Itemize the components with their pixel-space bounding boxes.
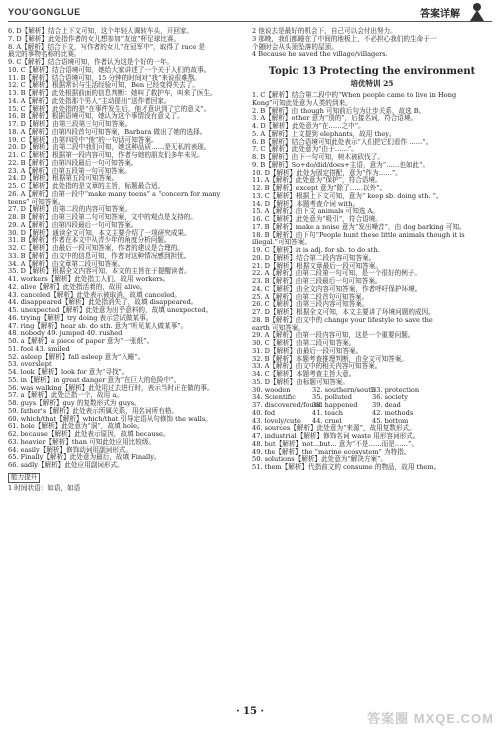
answer-line: 55. in【解析】in great danger 意为“在巨大的危险中”。 [8,375,181,384]
answer-line: 16. B【解析】根据语境可知，她认为这个事情没有意义了。 [8,112,184,121]
answer-line: 57. a【解析】此处泛指一个，故用 a。 [8,391,123,400]
word-answer [432,394,492,402]
answer-line: 44. disappeared【解析】此处指消失了，故填 disappeared。 [8,298,198,307]
answer-line: 25. A【解析】由第二段首句可知答案。 [252,292,369,301]
answer-line: 27. D【解析】根据全文可知，本文主要讲了环境问题的成因。 [252,308,435,316]
answer-line: 64. easily【解析】修饰动词用副词形式。 [8,445,133,454]
answer-line: 32. B【解析】本题考查推理判断，由全文可知答案。 [252,354,408,363]
answer-line: 26. C【解析】由第三段内容可知答案。 [252,300,369,309]
answer-line: 48. nobody 49. jumped 40. rushed [8,329,123,338]
word-answer: 43. lovely/cute [252,416,301,425]
answer-line: 4. D【解析】此处意为“在……之中”。 [252,122,365,130]
answer-line: 46. sources【解析】此处意为“来源”，故用复数形式。 [252,424,416,433]
answer-line: 12. B【解析】except 意为“除了……以外”。 [252,184,387,192]
answer-line: 18. B【解析】由下句“People hunt these little animals though it is [252,230,465,239]
answer-line: 最完的事物名称的比赛。 [8,50,81,59]
answer-line: 47. industrial【解析】修饰名词 waste 用形容词形式。 [252,432,420,440]
word-answer: 44. cruel [312,416,342,425]
header-title: 答案详解 [420,9,460,20]
answer-line: 47. ring【解析】hear sb. do sth. 意为“听见某人做某事”。 [8,321,188,330]
right-column [252,28,492,472]
answer-line: 22. A【解析】由第二段第一句可知，是一个很好的例子。 [252,269,421,278]
word-answer [432,410,492,418]
watermark-logo: 答案圈 MXQE.COM [367,711,494,726]
mascot-icon [466,0,488,22]
answer-line: 58. guys【解析】guy 的复数形式为 guys。 [8,399,141,407]
answer-line: 52. asleep【解析】fall asleep 意为“入睡”。 [8,352,145,361]
answer-line: 8. B【解析】由下一句可知，树木被砍伐了。 [252,153,384,161]
answer-line: 25. C【解析】此处指的是文章的主旨，标题最合适。 [8,182,165,190]
answer-line: 35. D【解析】由标题可知答案。 [252,377,349,386]
answer-line: 33. B【解析】由文中的信息可知，作者对这种情况感到担忧。 [8,251,191,260]
answer-line: 35. D【解析】根据全文内容可知，本文的主旨在于提醒读者。 [8,267,191,276]
word-answer [432,418,492,426]
answer-line: 8. A【解析】结合下文，写作者的女儿“在冠军中”，取得了 race 是 [8,42,206,51]
answer-line: 17. B【解析】make a noise 意为“发出噪音”，由 dog barking 可知。 [252,222,466,231]
answer-line: 30. D【解析】通读全文可知，本文主要介绍了一项研究成果。 [8,228,191,237]
answer-line: 34. C【解析】本题考查主旨大意。 [252,370,356,378]
answer-line: 49. the【解析】the “marine ecosystem” 为特指。 [252,447,411,456]
word-answer: 37. discovered/found [252,401,323,409]
header-divider [8,21,492,22]
answer-line: 30. C【解析】由第二段可知答案。 [252,339,356,347]
page-number: · 15 · [236,706,264,717]
answer-line: 10. D【解析】此处为固定搭配，意为“作为……”。 [252,168,402,177]
answer-line: 7. C【解析】此处意为“由于……”。 [252,145,358,154]
word-answer [432,402,492,410]
answer-line: 29. A【解析】由第一段内容可知，这是一个重要问题。 [252,331,415,340]
answer-line: 20. D【解析】由第二段中我们可知，她这种品质……是无私的表现。 [8,143,211,152]
answer-line: 62. because【解析】此处表示原因，故填 because。 [8,430,170,438]
answer-line: 63. heavier【解析】than 可知此处应用比较级。 [8,437,156,446]
word-answer: 42. methods [372,408,414,417]
answer-line: 56. was walking【解析】此处用过去进行时，表示当时正在做的事。 [8,383,214,392]
answer-line: 5. A【解析】上文提到 elephants，故用 they。 [252,129,396,138]
answer-line: 21. C【解析】根据第一段内容可知，作者与她的朋友们多年未见。 [8,151,204,159]
answer-line: 10. C【解析】结合语境可知，她给大家讲述了一个关于人们的故事。 [8,65,211,74]
answer-line: 2. B【解析】由 though 可知前后句为让步关系，故选 B。 [252,106,426,115]
answer-line: 24. D【解析】根据第五段可知答案。 [8,174,119,183]
answer-line: 21. D【解析】根据文章最后一段可知答案。 [252,261,382,270]
answer-line: 54. look【解析】look for 意为“寻找”。 [8,368,129,376]
answer-line: earth 可知答案。 [252,323,305,332]
answer-line: 23. A【解析】由第五段第一句可知答案。 [8,166,131,175]
answer-line: 6. B【解析】结合语境可知此处表示“人们把它们看作 ……”。 [252,137,433,146]
answer-line: 个随时会从头顶坠落的屋顶。 [252,42,338,51]
answer-line: teens” 可知答案。 [8,197,65,206]
answer-line: 17. D【解析】由第三段第三句可知答案。 [8,120,132,128]
topic-title: Topic 13 Protecting the environment [268,66,476,77]
answer-line: 12. C【解析】根据常识与生活经验可知，Ben 已经变得失去了。 [8,81,199,90]
answer-line: illegal.”可知答案。 [252,238,311,247]
answer-line: 42. alive【解析】此处指活着的，故用 alive。 [8,282,147,291]
left-column [8,28,240,492]
word-answer: 39. dead [372,401,401,409]
word-answer: 38. happened [312,401,358,409]
answer-line: 28. B【解析】由第三段第二句可知答案，文中的观点是支持的。 [8,213,197,221]
word-answer: 40. fed [252,408,276,417]
answer-line: 7. D【解析】此处指作者的女儿想参加“友谊”杯足球比赛。 [8,34,181,43]
answer-line: 14. D【解析】本题考查介词 with。 [252,199,360,208]
answer-line: 59. father's【解析】此处表示所属关系，用名词所有格。 [8,406,178,415]
answer-line: 9. B【解析】So+do/did/does+主语，意为“……也如此”。 [252,160,430,169]
word-answer: 41. teach [312,408,344,417]
word-answer: 34. Scientific [252,393,296,402]
answer-line: 53. overslept [8,360,52,369]
answer-line: 15. C【解析】此处指的是“在事件发生后，他才意识到了它的意义”。 [8,104,211,113]
answer-line: 2 他说去是最好的机会下，自己可以会付出努力。 [252,27,397,35]
answer-line: 60. which/that【解析】which/that 引导定语从句修饰 the walls。 [8,414,212,423]
answer-line: 27. D【解析】由第二段的内容可知答案。 [8,205,132,214]
answer-line: 28. B【解析】由文中的 change your lifestyle to save the [252,315,433,324]
answer-line: 29. A【解析】由第四段最后一句可知答案。 [8,220,138,229]
answer-line: 13. C【解析】根据上下文可知，意为“ keep sb. doing sth. ”。 [252,191,443,200]
answer-line: 22. B【解析】由第四段最后一句可知答案。 [8,158,138,167]
answer-line: 4 Because he saved the village/villagers. [252,50,388,59]
answer-line: 48. but【解析】not...but... 意为“不是……而是……”。 [252,439,419,448]
answer-line: 51. them【解析】代指前文的 consume 的物品，故用 them。 [252,463,441,471]
answer-line: 11. A【解析】此处意为“保护”，符合语境。 [252,176,382,185]
answer-line: 16. C【解析】此处意为“吸引”，符合语境。 [252,215,382,223]
answer-line: 41. workers【解析】此处指工人们，故用 workers。 [8,275,170,283]
answer-line: 24. C【解析】由全文内容可知答案，作者呼吁保护环境。 [252,284,422,293]
answer-line: 15. A【解析】由下文 animals 可知选 A。 [252,207,379,216]
answer-line: 1 时间状语：如语，如语 [8,483,81,492]
word-answer: 36. society [372,393,409,402]
answer-line: 43. canceled【解析】此处表示被取消，故填 canceled。 [8,290,181,299]
answer-line: 45. unexpected【解析】此处意为出乎意料的，故填 unexpected。 [8,306,213,314]
page-header [0,0,500,26]
answer-line: 13. B【解析】此处根据前面的信息判断：她叫了救护车，叫来了医生。 [8,89,217,97]
answer-line: 11. B【解析】结合语境可知，15 分钟的时间对“我”来说很难熬。 [8,73,201,82]
answer-line: 34. A【解析】由文章第二段可知答案。 [8,259,125,268]
word-answer: 45. bottom [372,416,409,425]
answer-line: 23. B【解析】由第三段最后一句可知答案。 [252,277,382,285]
answer-line: 18. A【解析】由第四段首句可知答案，Barbara 做出了她的选择。 [8,127,207,136]
answer-line: Kong”可知此处意为人类的到来。 [252,98,352,107]
answer-line: 3. A【解析】other 意为“别的”，后接名词，符合语境。 [252,114,418,123]
answer-line: 31. D【解析】由最后一段可知答案。 [252,346,363,355]
answer-line: 19. C【解析】it is adj. for sb. to do sth. [252,246,380,254]
answer-line: 66. sadly【解析】此处应用副词形式。 [8,461,124,469]
answer-line: 1. C【解析】结合第二段中的“When people came to live in Hong [252,91,457,99]
answer-line: 31. B【解析】作者在本文中从青少年的角度分析问题。 [8,236,171,245]
word-answer: 32. southern/south [312,385,376,394]
answer-line: 50. solutions【解析】此处意为“解决方案”。 [252,455,388,464]
word-answer: 30. wooden [252,385,291,394]
topic-subtitle: 培优特训 25 [350,79,394,88]
brand-logo: YOU'GONGLUE [8,7,81,17]
answer-line: 20. D【解析】结合第二段内容可知答案。 [252,253,376,262]
word-answer-grid [252,387,492,426]
word-answer [432,387,492,395]
answer-line: 61. hole【解析】此处意为“洞”，故填 hole。 [8,422,144,431]
answer-line: 26. A【解析】由第一段中“make many teens” a “concern for many [8,189,221,198]
answer-line: 3 那晚，我们都睡在了中间的地板上，不必担心我们的生命于一 [252,34,437,43]
answer-line: 33. A【解析】由文中的相关内容可知答案。 [252,362,382,371]
answer-line: 6. D【解析】结合上下文可知，这个年轻人调转车头，开回家。 [8,27,194,35]
answer-line: 50. a【解析】a piece of paper 意为“一张纸”。 [8,337,154,345]
answer-line: 9. C【解析】结合语境可知，作者认为这是个好的一年。 [8,58,174,66]
word-answer: 35. polluted [312,393,353,402]
answer-line: 65. Finally【解析】此处意为最后，故填 Finally。 [8,453,161,462]
answer-line: 51. fool 43. smiled [8,344,70,353]
answer-line: 14. A【解析】此处指那个男人“主动提出”送作者回家。 [8,96,171,105]
word-answer: 33. protection [372,385,420,394]
answer-line: 46. trying【解析】try doing 表示尝试做某事。 [8,313,153,322]
section-label: 能力提升 [8,473,40,483]
answer-line: 32. C【解析】由最后一段可知答案，作者的建议是合理的。 [8,244,184,252]
answer-line: 19. C【解析】由第四段中“他”的一句话可知答案。 [8,135,158,144]
